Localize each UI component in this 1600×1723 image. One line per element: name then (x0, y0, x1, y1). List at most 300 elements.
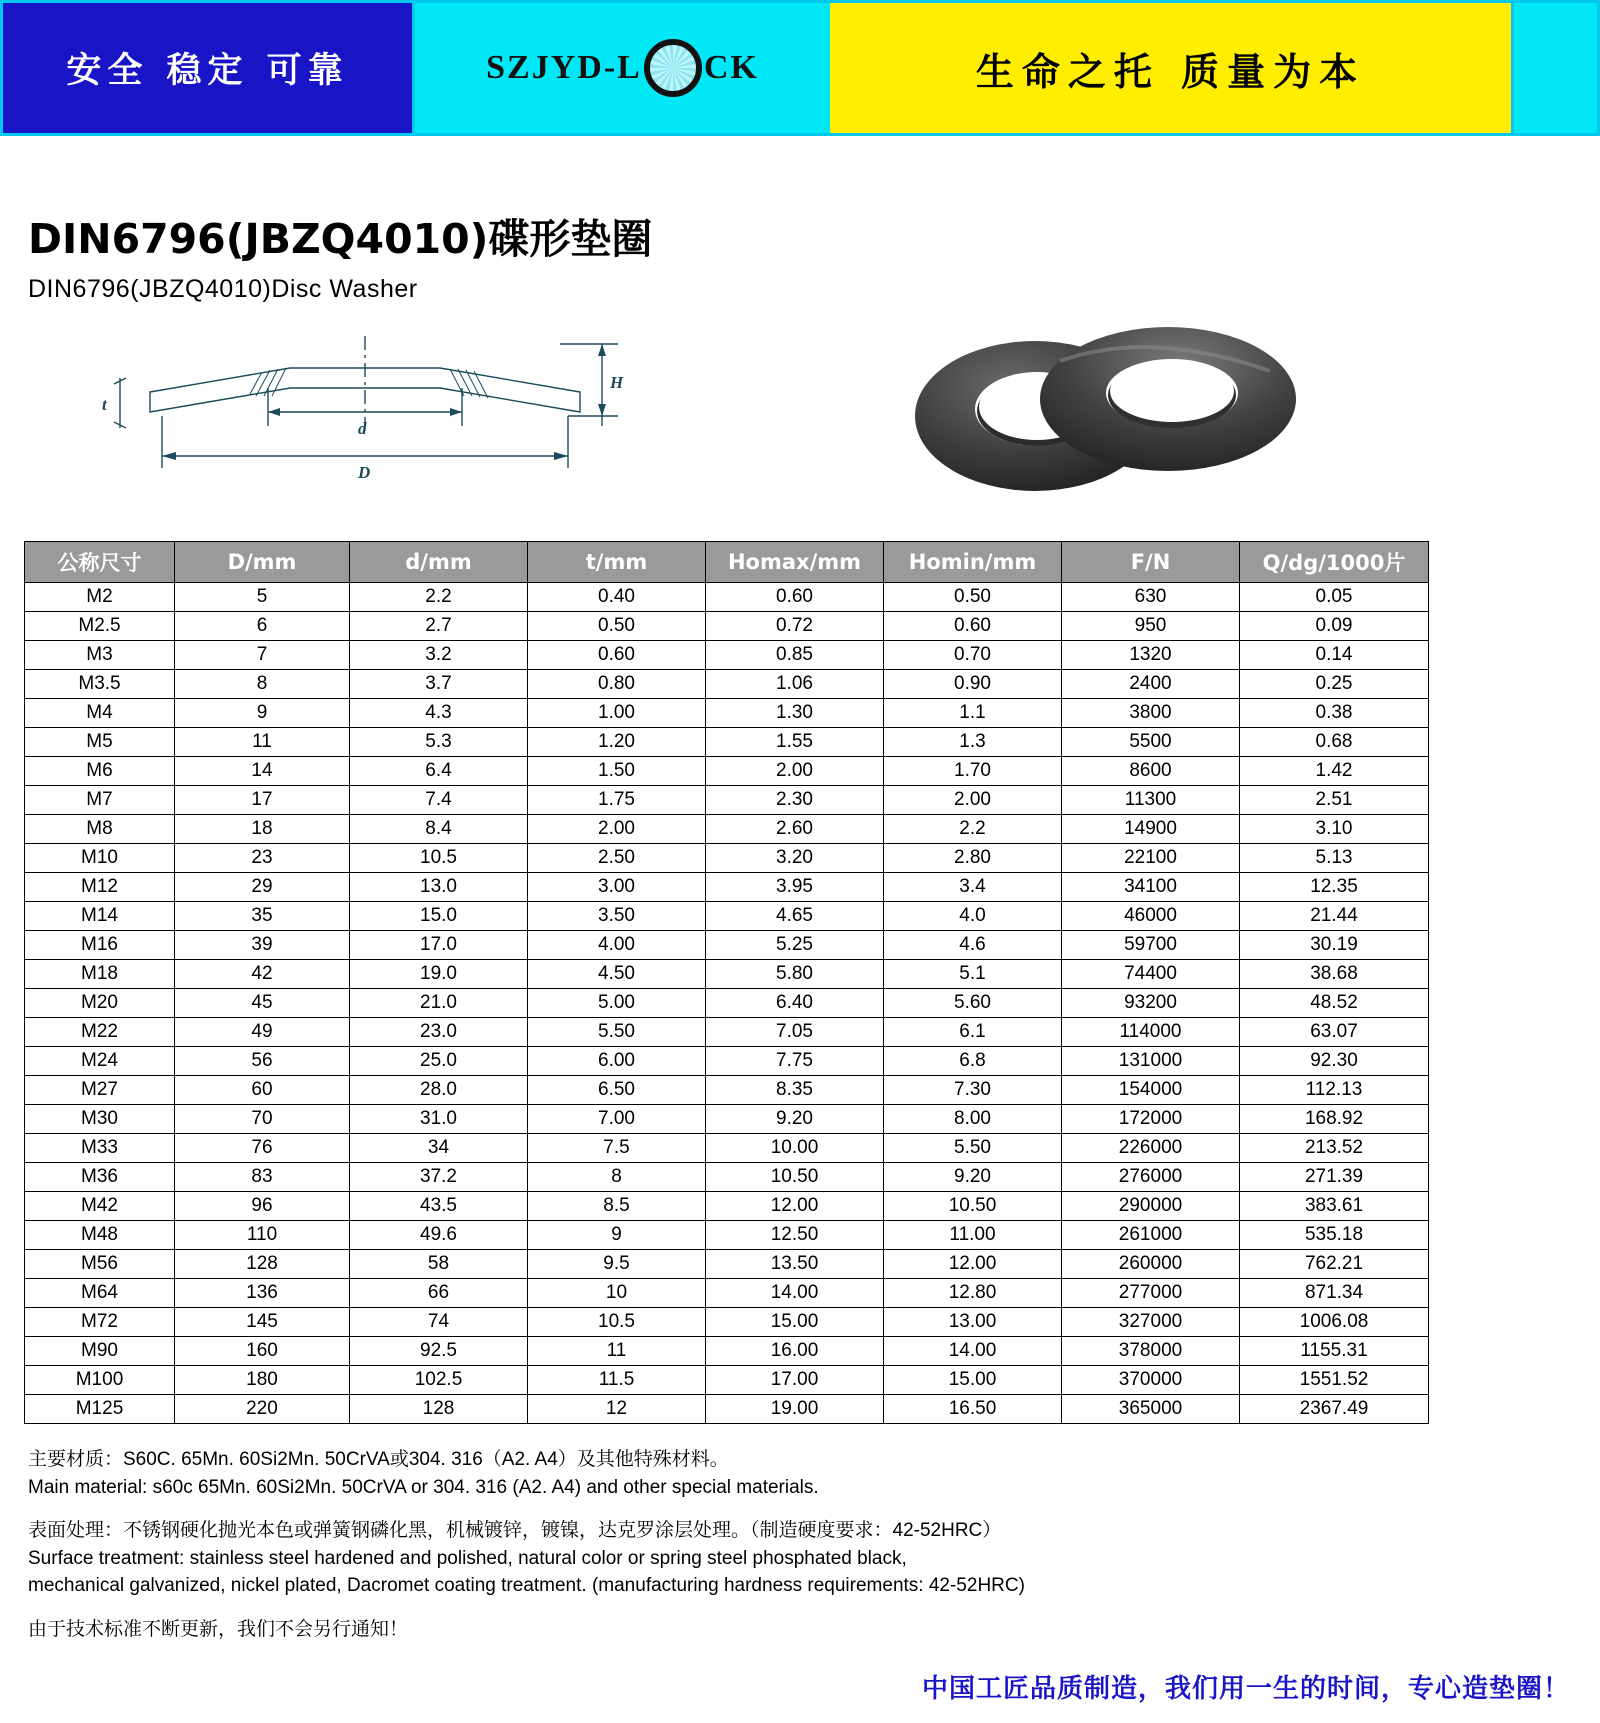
table-header-row (25, 542, 1429, 583)
table-cell: 0.25 (1240, 670, 1429, 699)
table-cell: 1551.52 (1240, 1366, 1429, 1395)
table-cell: 871.34 (1240, 1279, 1429, 1308)
table-cell: 58 (350, 1250, 528, 1279)
table-cell: 1.42 (1240, 757, 1429, 786)
table-cell: 762.21 (1240, 1250, 1429, 1279)
table-cell: 378000 (1062, 1337, 1240, 1366)
dim-label-H: H (610, 373, 624, 392)
table-cell: M16 (25, 931, 175, 960)
table-cell: 74 (350, 1308, 528, 1337)
table-cell: 96 (175, 1192, 350, 1221)
table-cell: M56 (25, 1250, 175, 1279)
table-cell: 261000 (1062, 1221, 1240, 1250)
table-cell: 13.0 (350, 873, 528, 902)
note-surface-en-line1: Surface treatment: stainless steel hardened and polished, natural color or spring steel phosphated black, (28, 1547, 907, 1569)
column-header-size: 公称尺寸 (25, 542, 175, 583)
table-row (25, 1308, 1429, 1337)
column-header-D: D/mm (175, 542, 350, 583)
table-cell: M3.5 (25, 670, 175, 699)
table-cell: 3800 (1062, 699, 1240, 728)
table-row (25, 1279, 1429, 1308)
table-row (25, 989, 1429, 1018)
table-cell: 15.00 (884, 1366, 1062, 1395)
table-cell: 0.09 (1240, 612, 1429, 641)
banner-left-text: 安全 稳定 可靠 (66, 51, 349, 91)
table-cell: 0.68 (1240, 728, 1429, 757)
table-cell: 1.50 (528, 757, 706, 786)
page-banner (0, 0, 1600, 136)
table-cell: 7.00 (528, 1105, 706, 1134)
table-cell: 3.20 (706, 844, 884, 873)
table-cell: 5.50 (528, 1018, 706, 1047)
table-cell: 11.5 (528, 1366, 706, 1395)
table-row (25, 641, 1429, 670)
table-cell: 8 (175, 670, 350, 699)
table-cell: 31.0 (350, 1105, 528, 1134)
table-cell: 9 (528, 1221, 706, 1250)
table-cell: 7.4 (350, 786, 528, 815)
table-row (25, 1366, 1429, 1395)
table-cell: 10.50 (884, 1192, 1062, 1221)
table-cell: 3.4 (884, 873, 1062, 902)
table-cell: 5.50 (884, 1134, 1062, 1163)
table-cell: 8 (528, 1163, 706, 1192)
table-cell: 2.51 (1240, 786, 1429, 815)
table-cell: 29 (175, 873, 350, 902)
table-cell: 2.00 (706, 757, 884, 786)
table-cell: M100 (25, 1366, 175, 1395)
table-cell: 35 (175, 902, 350, 931)
table-cell: 10 (528, 1279, 706, 1308)
table-cell: 5.13 (1240, 844, 1429, 873)
table-cell: 370000 (1062, 1366, 1240, 1395)
table-cell: 12.00 (884, 1250, 1062, 1279)
table-cell: 8600 (1062, 757, 1240, 786)
table-row (25, 1192, 1429, 1221)
table-cell: 0.90 (884, 670, 1062, 699)
table-row (25, 902, 1429, 931)
table-row (25, 699, 1429, 728)
table-cell: 2.2 (884, 815, 1062, 844)
table-cell: 2367.49 (1240, 1395, 1429, 1424)
table-cell: 5.80 (706, 960, 884, 989)
table-cell: M36 (25, 1163, 175, 1192)
table-cell: 535.18 (1240, 1221, 1429, 1250)
table-cell: 9.20 (706, 1105, 884, 1134)
table-cell: 110 (175, 1221, 350, 1250)
table-cell: 42 (175, 960, 350, 989)
column-header-weight: Q/dg/1000片 (1240, 542, 1429, 583)
table-cell: 49.6 (350, 1221, 528, 1250)
table-cell: 0.14 (1240, 641, 1429, 670)
table-cell: 5.1 (884, 960, 1062, 989)
table-cell: 2.60 (706, 815, 884, 844)
banner-right-text: 生命之托 质量为本 (975, 49, 1366, 94)
table-cell: M5 (25, 728, 175, 757)
table-body (25, 583, 1429, 1424)
table-cell: 213.52 (1240, 1134, 1429, 1163)
note-disclaimer: 由于技术标准不断更新，我们不会另行通知！ (28, 1618, 409, 1640)
table-cell: 180 (175, 1366, 350, 1395)
table-cell: 168.92 (1240, 1105, 1429, 1134)
table-cell: M42 (25, 1192, 175, 1221)
table-cell: 11 (175, 728, 350, 757)
table-cell: 365000 (1062, 1395, 1240, 1424)
table-cell: 112.13 (1240, 1076, 1429, 1105)
table-cell: M2 (25, 583, 175, 612)
table-cell: 0.38 (1240, 699, 1429, 728)
table-cell: 6.1 (884, 1018, 1062, 1047)
table-cell: 19.00 (706, 1395, 884, 1424)
table-cell: 74400 (1062, 960, 1240, 989)
table-cell: 3.00 (528, 873, 706, 902)
table-cell: 59700 (1062, 931, 1240, 960)
table-cell: 45 (175, 989, 350, 1018)
table-cell: 17.00 (706, 1366, 884, 1395)
table-cell: M12 (25, 873, 175, 902)
table-cell: 3.7 (350, 670, 528, 699)
table-cell: 0.60 (706, 583, 884, 612)
table-cell: 13.00 (884, 1308, 1062, 1337)
table-cell: 1.55 (706, 728, 884, 757)
table-row (25, 1221, 1429, 1250)
table-cell: 23.0 (350, 1018, 528, 1047)
table-cell: 114000 (1062, 1018, 1240, 1047)
table-cell: 9 (175, 699, 350, 728)
table-cell: 92.5 (350, 1337, 528, 1366)
brand-logo (486, 39, 759, 97)
table-cell: 2.30 (706, 786, 884, 815)
table-cell: 9.5 (528, 1250, 706, 1279)
table-cell: 14900 (1062, 815, 1240, 844)
dim-label-d: d (358, 419, 367, 438)
table-cell: 327000 (1062, 1308, 1240, 1337)
table-cell: 3.50 (528, 902, 706, 931)
table-cell: M27 (25, 1076, 175, 1105)
table-cell: 6.50 (528, 1076, 706, 1105)
table-row (25, 670, 1429, 699)
table-cell: 11.00 (884, 1221, 1062, 1250)
table-cell: 60 (175, 1076, 350, 1105)
table-row (25, 1337, 1429, 1366)
table-cell: M4 (25, 699, 175, 728)
table-cell: 7.75 (706, 1047, 884, 1076)
table-cell: 2.00 (884, 786, 1062, 815)
table-cell: 18 (175, 815, 350, 844)
page-subtitle: DIN6796(JBZQ4010)Disc Washer (28, 275, 418, 303)
table-cell: 43.5 (350, 1192, 528, 1221)
table-cell: M3 (25, 641, 175, 670)
note-material-cn: 主要材质：S60C. 65Mn. 60Si2Mn. 50CrVA或304. 316（A2. A4）及其他特殊材料。 (28, 1449, 729, 1470)
table-cell: 8.4 (350, 815, 528, 844)
table-cell: 8.5 (528, 1192, 706, 1221)
note-surface-en-line2: mechanical galvanized, nickel plated, Dacromet coating treatment. (manufacturing hardness requirements: 42-52HRC) (28, 1575, 1025, 1597)
table-cell: 12.80 (884, 1279, 1062, 1308)
disc-washer-section-svg (90, 316, 630, 516)
notes-spacer-2 (28, 1600, 1600, 1616)
technical-drawing (90, 316, 630, 521)
banner-slogan-left (0, 0, 415, 136)
table-cell: 2.7 (350, 612, 528, 641)
table-cell: 34100 (1062, 873, 1240, 902)
table-cell: 0.50 (528, 612, 706, 641)
table-row (25, 612, 1429, 641)
dim-label-D: D (358, 463, 371, 482)
banner-slogan-right (830, 0, 1514, 136)
page-title: DIN6796(JBZQ4010)碟形垫圈 (28, 215, 653, 263)
table-cell: 17.0 (350, 931, 528, 960)
table-cell: 276000 (1062, 1163, 1240, 1192)
table-cell: 83 (175, 1163, 350, 1192)
table-cell: 38.68 (1240, 960, 1429, 989)
table-cell: 11 (528, 1337, 706, 1366)
table-cell: M72 (25, 1308, 175, 1337)
table-cell: 14 (175, 757, 350, 786)
table-cell: 63.07 (1240, 1018, 1429, 1047)
table-cell: 5.00 (528, 989, 706, 1018)
table-cell: 19.0 (350, 960, 528, 989)
table-cell: 0.60 (884, 612, 1062, 641)
table-cell: 4.50 (528, 960, 706, 989)
logo-suffix-text: CK (703, 49, 759, 86)
table-cell: 4.3 (350, 699, 528, 728)
table-cell: 5.60 (884, 989, 1062, 1018)
gear-ring-icon (644, 39, 702, 97)
table-cell: 0.70 (884, 641, 1062, 670)
table-cell: 66 (350, 1279, 528, 1308)
table-cell: 14.00 (706, 1279, 884, 1308)
table-cell: 7 (175, 641, 350, 670)
table-cell: 7.30 (884, 1076, 1062, 1105)
table-cell: 128 (175, 1250, 350, 1279)
table-cell: 13.50 (706, 1250, 884, 1279)
table-row (25, 960, 1429, 989)
table-cell: 1.3 (884, 728, 1062, 757)
table-cell: 49 (175, 1018, 350, 1047)
table-cell: 11300 (1062, 786, 1240, 815)
table-cell: 6.4 (350, 757, 528, 786)
table-cell: 14.00 (884, 1337, 1062, 1366)
disc-washer-photo-svg (900, 301, 1320, 516)
table-cell: 92.30 (1240, 1047, 1429, 1076)
table-cell: 0.05 (1240, 583, 1429, 612)
table-cell: M30 (25, 1105, 175, 1134)
table-cell: 172000 (1062, 1105, 1240, 1134)
table-cell: 15.0 (350, 902, 528, 931)
logo-prefix-text: SZJYD-L (486, 49, 642, 86)
table-cell: 1.00 (528, 699, 706, 728)
table-cell: 23 (175, 844, 350, 873)
table-cell: 16.50 (884, 1395, 1062, 1424)
footer-slogan: 中国工匠品质制造，我们用一生的时间，专心造垫圈！ (921, 1674, 1570, 1704)
table-cell: 136 (175, 1279, 350, 1308)
table-cell: 2.00 (528, 815, 706, 844)
table-cell: 4.0 (884, 902, 1062, 931)
table-cell: 1.70 (884, 757, 1062, 786)
table-cell: 4.00 (528, 931, 706, 960)
table-cell: 3.2 (350, 641, 528, 670)
table-cell: M14 (25, 902, 175, 931)
table-row (25, 1134, 1429, 1163)
table-row (25, 1047, 1429, 1076)
table-cell: 2.80 (884, 844, 1062, 873)
column-header-d: d/mm (350, 542, 528, 583)
table-cell: 9.20 (884, 1163, 1062, 1192)
table-cell: 1155.31 (1240, 1337, 1429, 1366)
table-cell: M22 (25, 1018, 175, 1047)
table-cell: 56 (175, 1047, 350, 1076)
table-cell: 1320 (1062, 641, 1240, 670)
table-cell: 260000 (1062, 1250, 1240, 1279)
column-header-t: t/mm (528, 542, 706, 583)
table-cell: 12.50 (706, 1221, 884, 1250)
table-cell: 1.06 (706, 670, 884, 699)
dim-label-t: t (102, 395, 107, 414)
product-photo (900, 301, 1320, 521)
table-cell: 1006.08 (1240, 1308, 1429, 1337)
table-cell: 0.85 (706, 641, 884, 670)
table-cell: 12 (528, 1395, 706, 1424)
table-cell: 46000 (1062, 902, 1240, 931)
table-cell: M90 (25, 1337, 175, 1366)
table-cell: 128 (350, 1395, 528, 1424)
table-cell: 8.00 (884, 1105, 1062, 1134)
note-surface-cn: 表面处理：不锈钢硬化抛光本色或弹簧钢磷化黑，机械镀锌，镀镍，达克罗涂层处理。（制造硬度要求：42-52HRC） (28, 1520, 1002, 1542)
table-cell: 6.8 (884, 1047, 1062, 1076)
table-cell: 1.30 (706, 699, 884, 728)
table-row (25, 1250, 1429, 1279)
table-cell: 12.00 (706, 1192, 884, 1221)
table-row (25, 844, 1429, 873)
table-cell: 0.40 (528, 583, 706, 612)
table-cell: 6.00 (528, 1047, 706, 1076)
banner-edge-block (1514, 0, 1600, 136)
table-cell: 10.5 (350, 844, 528, 873)
table-cell: 34 (350, 1134, 528, 1163)
table-cell: M48 (25, 1221, 175, 1250)
table-cell: 271.39 (1240, 1163, 1429, 1192)
table-cell: 102.5 (350, 1366, 528, 1395)
table-cell: 21.44 (1240, 902, 1429, 931)
table-cell: M8 (25, 815, 175, 844)
table-row (25, 1163, 1429, 1192)
table-cell: 0.80 (528, 670, 706, 699)
table-cell: 10.5 (528, 1308, 706, 1337)
table-row (25, 1395, 1429, 1424)
table-cell: M7 (25, 786, 175, 815)
table-cell: 154000 (1062, 1076, 1240, 1105)
table-cell: 383.61 (1240, 1192, 1429, 1221)
table-cell: 4.6 (884, 931, 1062, 960)
notes-block (28, 1446, 1600, 1643)
table-cell: 290000 (1062, 1192, 1240, 1221)
notes-spacer (28, 1501, 1600, 1517)
table-cell: M125 (25, 1395, 175, 1424)
table-cell: 76 (175, 1134, 350, 1163)
table-cell: 1.1 (884, 699, 1062, 728)
table-cell: 21.0 (350, 989, 528, 1018)
table-cell: 7.05 (706, 1018, 884, 1047)
table-cell: 5 (175, 583, 350, 612)
table-row (25, 757, 1429, 786)
column-header-homax: Homax/mm (706, 542, 884, 583)
table-cell: 277000 (1062, 1279, 1240, 1308)
table-cell: 12.35 (1240, 873, 1429, 902)
table-row (25, 1018, 1429, 1047)
table-cell: 10.50 (706, 1163, 884, 1192)
table-row (25, 786, 1429, 815)
table-cell: 1.20 (528, 728, 706, 757)
table-cell: 630 (1062, 583, 1240, 612)
column-header-force: F/N (1062, 542, 1240, 583)
table-cell: 16.00 (706, 1337, 884, 1366)
table-cell: 226000 (1062, 1134, 1240, 1163)
table-cell: 2.50 (528, 844, 706, 873)
table-cell: M20 (25, 989, 175, 1018)
table-cell: 0.60 (528, 641, 706, 670)
note-material-en: Main material: s60c 65Mn. 60Si2Mn. 50CrVA or 304. 316 (A2. A4) and other special materials. (28, 1476, 819, 1498)
table-cell: 220 (175, 1395, 350, 1424)
table-cell: 48.52 (1240, 989, 1429, 1018)
table-cell: 2.2 (350, 583, 528, 612)
table-cell: 17 (175, 786, 350, 815)
figure-area (0, 316, 1600, 541)
table-cell: 160 (175, 1337, 350, 1366)
page-title-block (28, 206, 1600, 304)
table-cell: 7.5 (528, 1134, 706, 1163)
table-cell: M18 (25, 960, 175, 989)
table-cell: 5.25 (706, 931, 884, 960)
table-cell: 2400 (1062, 670, 1240, 699)
table-cell: 950 (1062, 612, 1240, 641)
table-cell: 145 (175, 1308, 350, 1337)
table-cell: 15.00 (706, 1308, 884, 1337)
column-header-homin: Homin/mm (884, 542, 1062, 583)
table-cell: M33 (25, 1134, 175, 1163)
banner-logo-panel (415, 0, 830, 136)
table-cell: 5.3 (350, 728, 528, 757)
specification-table (24, 541, 1429, 1424)
table-cell: 22100 (1062, 844, 1240, 873)
table-cell: 30.19 (1240, 931, 1429, 960)
table-cell: 6 (175, 612, 350, 641)
table-cell: 28.0 (350, 1076, 528, 1105)
table-cell: 25.0 (350, 1047, 528, 1076)
table-cell: M6 (25, 757, 175, 786)
table-row (25, 583, 1429, 612)
table-row (25, 815, 1429, 844)
table-cell: M64 (25, 1279, 175, 1308)
table-cell: 6.40 (706, 989, 884, 1018)
table-cell: 3.10 (1240, 815, 1429, 844)
table-cell: 1.75 (528, 786, 706, 815)
table-cell: 5500 (1062, 728, 1240, 757)
table-cell: 37.2 (350, 1163, 528, 1192)
table-cell: 70 (175, 1105, 350, 1134)
table-row (25, 728, 1429, 757)
table-cell: 10.00 (706, 1134, 884, 1163)
table-cell: M10 (25, 844, 175, 873)
table-cell: M2.5 (25, 612, 175, 641)
table-row (25, 873, 1429, 902)
table-cell: 3.95 (706, 873, 884, 902)
table-cell: 0.72 (706, 612, 884, 641)
table-cell: 131000 (1062, 1047, 1240, 1076)
table-cell: 8.35 (706, 1076, 884, 1105)
table-cell: 4.65 (706, 902, 884, 931)
table-row (25, 1076, 1429, 1105)
table-cell: M24 (25, 1047, 175, 1076)
